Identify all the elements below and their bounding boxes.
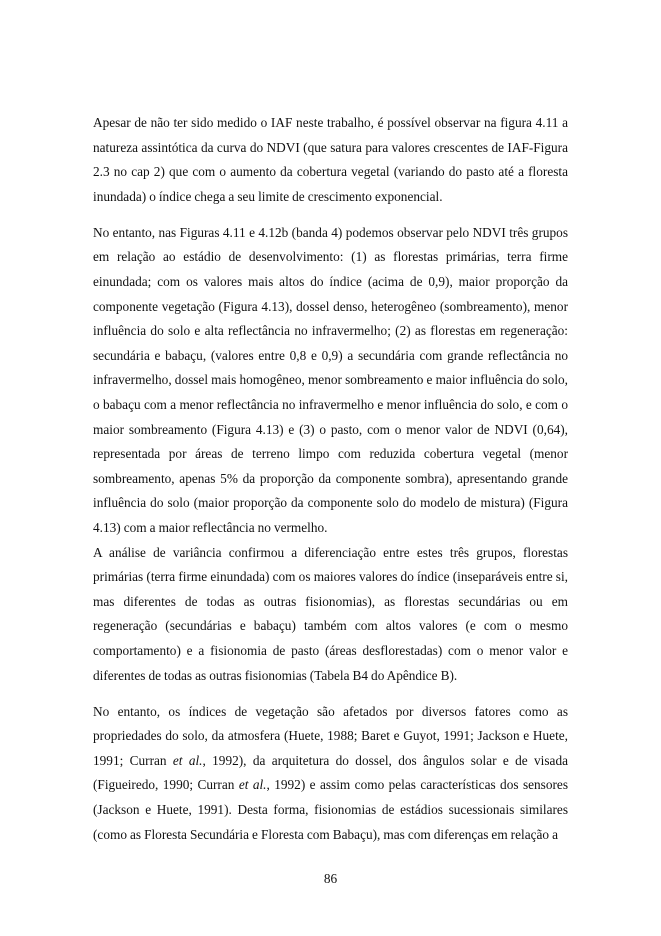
paragraph-variance-analysis: A análise de variância confirmou a diferenciação entre estes três grupos, florestas primárias (terra firme einundada) com os maiores valores do índice (inseparáveis entre si, mas diferentes de todas as outras fisionomias), as florestas secundárias ou em regeneração (secundárias e babaçu) também com altos valores (e com o mesmo comportamento) e a fisionomia de pasto (áreas desflorestadas) com o menor valor e diferentes de todas as outras fisionomias (Tabela B4 do Apêndice B).: [93, 544, 568, 683]
paragraph4-text-2: , 1992), da arquitetura do dossel, dos ângulos solar e de visada (Figueiredo, 1990; Curran: [93, 752, 568, 793]
paragraph-vegetation-indices: [93, 700, 568, 848]
paragraph4-text-3: , 1992) e assim como pelas características dos sensores (Jackson e Huete, 1991). Desta forma, fisionomias de estádios sucessionais similares (como as Floresta Secundária e Floresta com Babaçu), mas com diferenças em relação a: [93, 777, 568, 842]
et-al-citation-1: et al.: [172, 752, 203, 768]
body-text: [93, 111, 568, 847]
paragraph-iaf-ndvi: Apesar de não ter sido medido o IAF neste trabalho, é possível observar na figura 4.11 a natureza assintótica da curva do NDVI (que satura para valores crescentes de IAF-Figura 2.3 no cap 2) que com o aumento da cobertura vegetal (variando do pasto até a floresta inundada) o índice chega a seu limite de crescimento exponencial.: [93, 115, 568, 204]
page-number: 86: [323, 871, 338, 886]
paragraph4-text-1: No entanto, os índices de vegetação são afetados por diversos fatores como as propriedades do solo, da atmosfera (Huete, 1988; Baret e Guyot, 1991; Jackson e Huete, 1991; Curran: [93, 703, 568, 768]
paragraph-ndvi-groups: No entanto, nas Figuras 4.11 e 4.12b (banda 4) podemos observar pelo NDVI três grupos em relação ao estádio de desenvolvimento: (1) as florestas primárias, terra firme einundada; com os valores mais altos do índice (acima de 0,9), maior proporção da componente vegetação (Figura 4.13), dossel denso, heterogêneo (sombreamento), menor influência do solo e alta reflectância no infravermelho; (2) as florestas em regeneração: secundária e babaçu, (valores entre 0,8 e 0,9) a secundária com grande reflectância no infravermelho, dossel mais homogêneo, menor sombreamento e maior influência do solo, o babaçu com a menor reflectância no infravermelho e menor influência do solo, e com o maior sombreamento (Figura 4.13) e (3) o pasto, com o menor valor de NDVI (0,64), representada por áreas de terreno limpo com reduzida cobertura vegetal (menor sombreamento, apenas 5% da proporção da componente sombra), apresentando grande influência do solo (maior proporção da componente solo do modelo de mistura) (Figura 4.13) com a maior reflectância no vermelho.: [93, 224, 568, 535]
et-al-citation-2: et al.: [238, 777, 267, 793]
